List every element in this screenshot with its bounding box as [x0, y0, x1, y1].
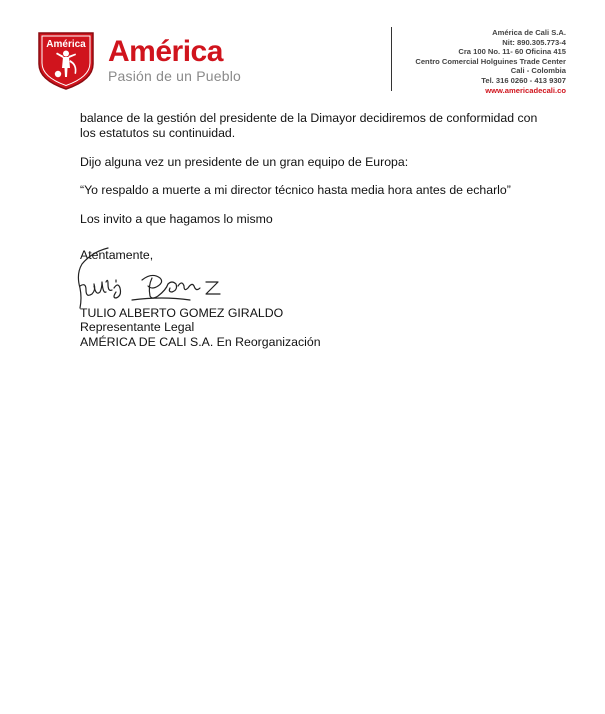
brand-tagline: Pasión de un Pueblo — [108, 68, 242, 84]
signer-company: AMÉRICA DE CALI S.A. En Reorganización — [80, 334, 321, 349]
header-divider — [391, 27, 392, 91]
company-name: América de Cali S.A. — [492, 28, 566, 37]
handwritten-signature — [72, 242, 252, 316]
company-building: Centro Comercial Holguines Trade Center — [415, 56, 566, 66]
company-info — [415, 28, 566, 95]
company-phone: Tel. 316 0260 - 413 9307 — [481, 75, 566, 85]
closing-salutation: Atentamente, — [80, 248, 154, 262]
brand-block — [108, 36, 241, 84]
brand-name: América — [108, 35, 223, 68]
company-address: Cra 100 No. 11- 60 Oficina 415 — [458, 47, 566, 57]
company-website-link[interactable]: www.americadecali.co — [485, 85, 566, 95]
crest-label: América — [46, 39, 86, 50]
company-nit: Nit: 890.305.773-4 — [502, 37, 566, 47]
paragraph-2: Dijo alguna vez un presidente de un gran equipo de Europa: — [80, 154, 409, 169]
america-crest-logo — [36, 30, 96, 90]
signer-name: TULIO ALBERTO GOMEZ GIRALDO — [80, 306, 284, 320]
letter-body — [80, 111, 540, 227]
paragraph-quote: “Yo respaldo a muerte a mi director técnico hasta media hora antes de echarlo” — [80, 183, 511, 198]
signer-title: Representante Legal — [80, 320, 195, 335]
company-city: Cali - Colombia — [510, 66, 566, 76]
signature-block — [80, 306, 321, 349]
paragraph-1: balance de la gestión del presidente de la Dimayor decidiremos de conformidad con los estatutos su continuidad. — [80, 111, 538, 140]
paragraph-4: Los invito a que hagamos lo mismo — [80, 212, 273, 227]
